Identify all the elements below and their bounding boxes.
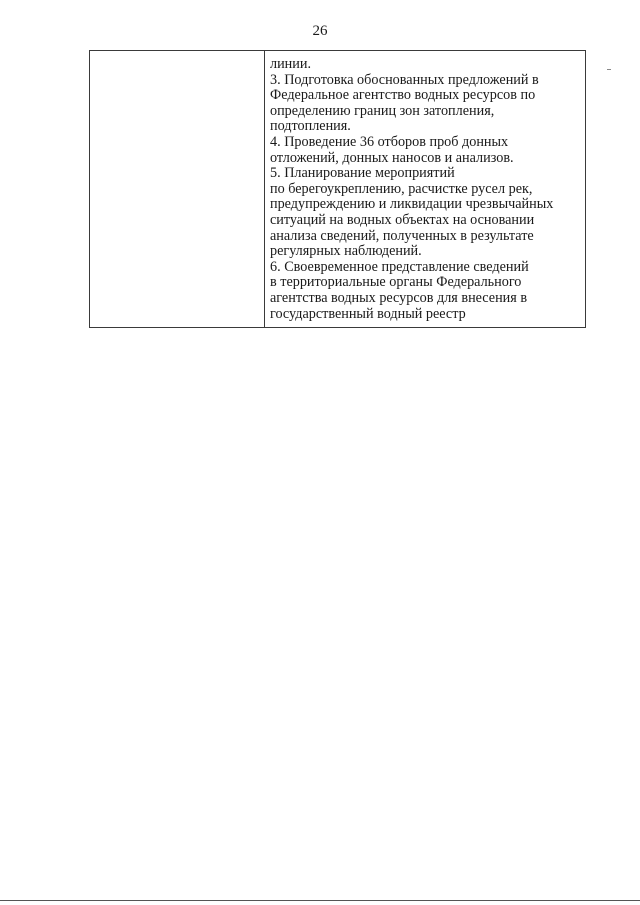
text-line: 6. Своевременное представление сведений xyxy=(270,258,529,275)
text-line: подтопления. xyxy=(270,118,351,135)
right-cell xyxy=(265,51,586,328)
text-line: агентства водных ресурсов для внесения в xyxy=(270,289,528,306)
text-line: предупреждению и ликвидации чрезвычайных xyxy=(270,196,554,213)
table-row xyxy=(90,51,586,328)
bottom-rule xyxy=(0,900,640,901)
text-line: анализа сведений, полученных в результате xyxy=(270,227,534,244)
text-line: отложений, донных наносов и анализов. xyxy=(270,149,514,166)
text-line: государственный водный реестр xyxy=(270,305,466,322)
text-line: линии. xyxy=(270,56,311,72)
right-cell-text xyxy=(265,51,585,327)
text-line: по берегоукреплению, расчистке русел рек, xyxy=(270,180,533,197)
left-cell xyxy=(90,51,265,328)
text-line: регулярных наблюдений. xyxy=(270,243,422,260)
text-line: ситуаций на водных объектах на основании xyxy=(270,211,535,228)
margin-mark xyxy=(607,69,611,70)
left-cell-text xyxy=(90,51,264,62)
text-line: определению границ зон затопления, xyxy=(270,102,495,119)
text-line: 4. Проведение 36 отборов проб донных xyxy=(270,133,509,150)
text-line: в территориальные органы Федерального xyxy=(270,274,522,291)
text-line: Федеральное агентство водных ресурсов по xyxy=(270,87,536,104)
page-number: 26 xyxy=(312,23,328,39)
text-line: 5. Планирование мероприятий xyxy=(270,165,455,182)
measures-table xyxy=(89,50,586,328)
text-line: 3. Подготовка обоснованных предложений в xyxy=(270,71,539,88)
